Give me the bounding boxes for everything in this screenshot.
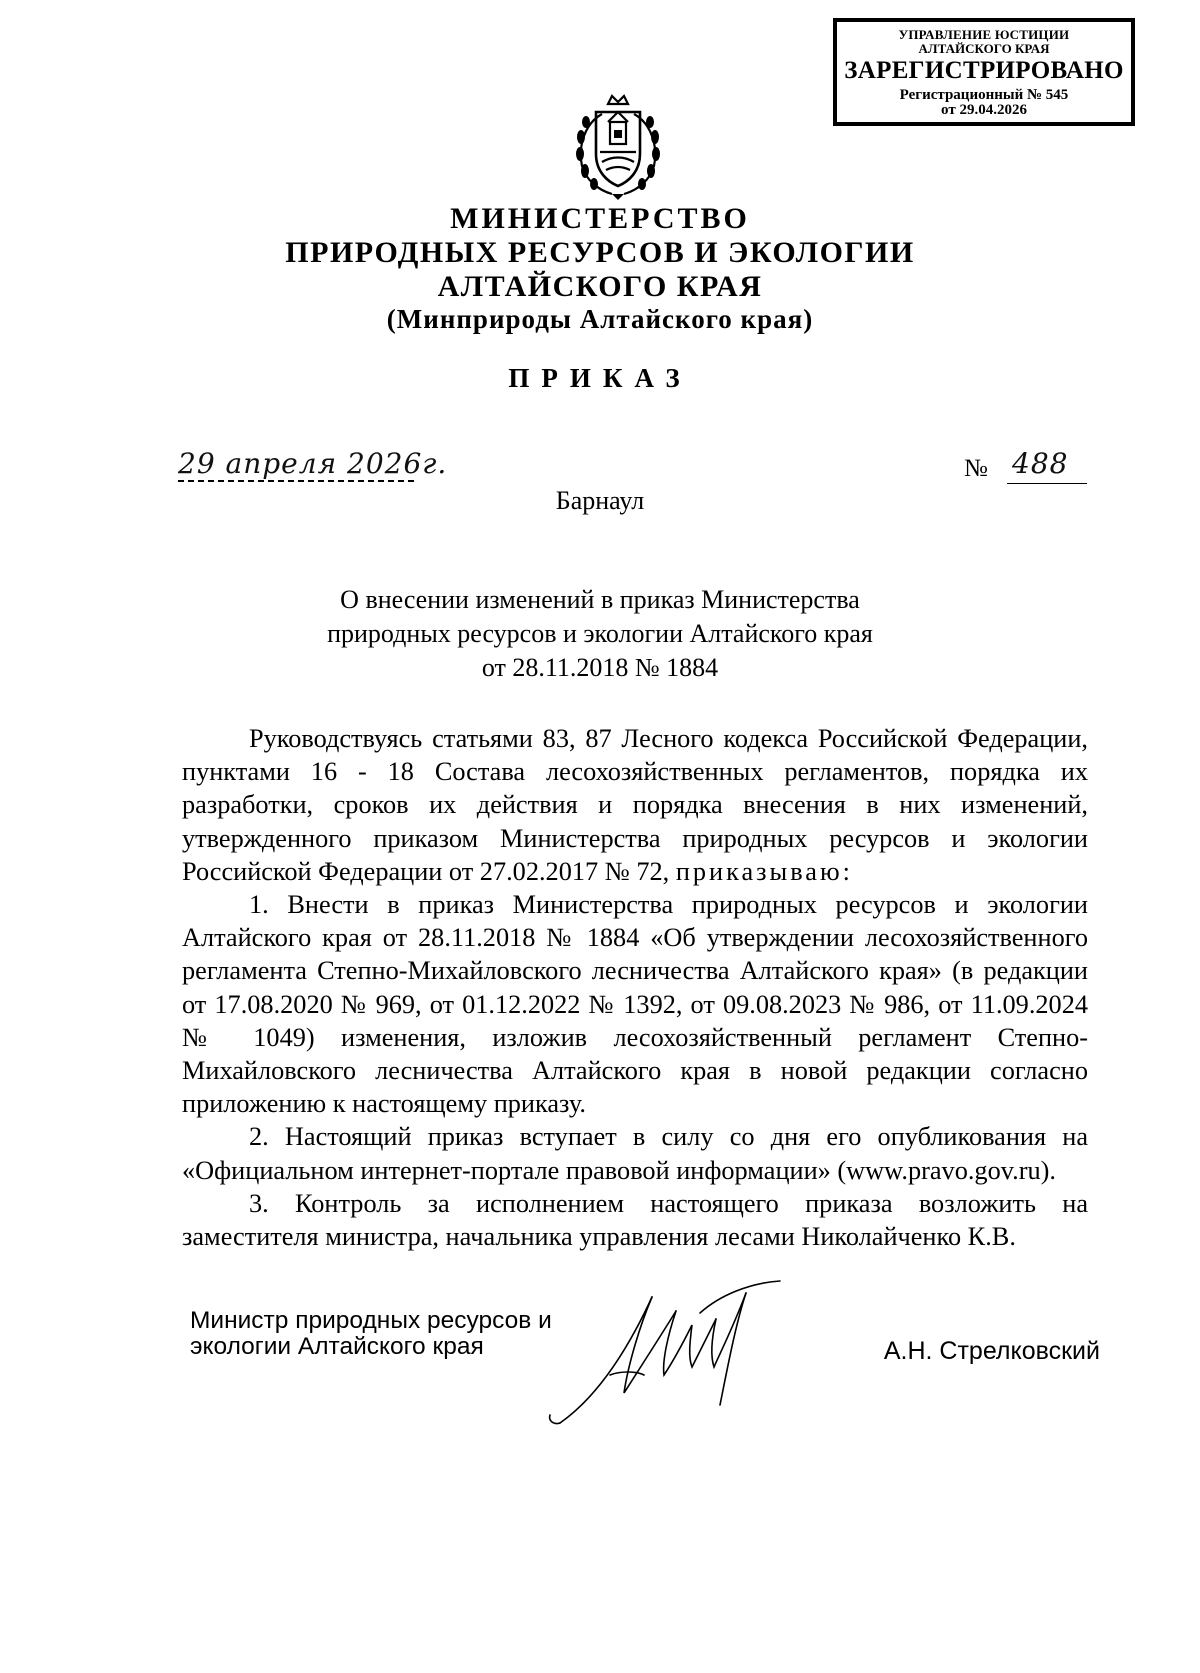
order-item-1: 1. Внести в приказ Министерства природных ресурсов и экологии Алтайского края от 28.11.2018 № 1884 «Об утверждении лесохозяйственного регламента Степно-Михайловского лесничества Алтайского края» (в редакции от 17.08.2020 № 969, от 01.12.2022 № 1392, от 09.08.2023 № 986, от 11.09.2024 № 1049) изменения, изложив лесохозяйственный регламент Степно-Михайловского лесничества Алтайского края в новой редакции согласно приложению к настоящему приказу. (182, 890, 1088, 1119)
stamp-authority-line2: АЛТАЙСКОГО КРАЯ (918, 40, 1050, 56)
signer-position-line2: экологии Алтайского края (190, 1333, 484, 1360)
ministry-title-line1: МИНИСТЕРСТВО (450, 202, 750, 235)
ministry-title-line2: ПРИРОДНЫХ РЕСУРСОВ И ЭКОЛОГИИ (285, 236, 915, 269)
ministry-title-line3: АЛТАЙСКОГО КРАЯ (437, 270, 763, 303)
coat-of-arms-emblem (572, 92, 664, 202)
date-underline (178, 480, 414, 482)
subject-line2: природных ресурсов и экологии Алтайского края (327, 619, 873, 648)
preamble-text: Руководствуясь статьями 83, 87 Лесного кодекса Российской Федерации, пунктами 16 - 18 Состава лесохозяйственных регламентов, порядка их разработки, сроков их действия и порядка внесения в них изменений, утвержденного приказом Министерства природных ресурсов и экологии Российской Федерации от 27.02.2017 № 72, (182, 724, 1088, 886)
document-number: 488 (1012, 447, 1069, 480)
subject-line1: О внесении изменений в приказ Министерства (340, 585, 860, 614)
signer-position-line1: Министр природных ресурсов и (190, 1307, 552, 1334)
handwritten-signature (540, 1275, 810, 1435)
number-sign: № (964, 455, 988, 482)
document-subject (250, 583, 950, 685)
registration-stamp (833, 18, 1135, 126)
order-item-3: 3. Контроль за исполнением настоящего приказа возложить на заместителя министра, начальника управления лесами Николайченко К.В. (182, 1188, 1088, 1252)
stamp-authority-line1: УПРАВЛЕНИЕ ЮСТИЦИИ (898, 27, 1070, 42)
subject-line3: от 28.11.2018 № 1884 (481, 653, 719, 682)
order-word: приказываю: (675, 856, 853, 886)
number-underline (1007, 483, 1087, 484)
document-type: ПРИКАЗ (508, 363, 692, 393)
signer-name: А.Н. Стрелковский (883, 1337, 1100, 1365)
preamble-paragraph (182, 722, 1088, 888)
stamp-reg-date: от 29.04.2026 (941, 102, 1027, 119)
ministry-short-name: (Минприроды Алтайского края) (386, 304, 814, 334)
order-item-2: 2. Настоящий приказ вступает в силу со дня его опубликования на «Официальном интернет-портале правовой информации» (www.pravo.gov.ru). (182, 1122, 1088, 1185)
document-body (182, 722, 1088, 1253)
stamp-reg-number: Регистрационный № 545 (899, 86, 1069, 103)
stamp-status: ЗАРЕГИСТРИРОВАНО (844, 57, 1124, 85)
city-name: Барнаул (555, 486, 645, 515)
document-date: 29 апреля 2026г. (178, 447, 448, 480)
